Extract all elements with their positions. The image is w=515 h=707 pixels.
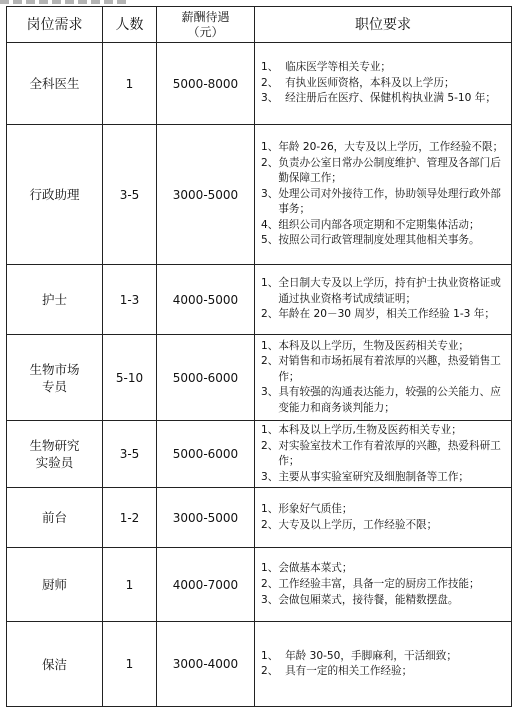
requirement-text: 具有一定的相关工作经验； — [285, 665, 413, 678]
requirement-text: 有执业医师资格，本科及以上学历； — [285, 76, 455, 89]
headcount-cell: 5-10 — [103, 335, 157, 421]
position-name: 生物市场 专员 — [29, 361, 80, 394]
salary-cell: 3000-4000 — [157, 622, 255, 707]
requirements-cell — [255, 488, 512, 548]
requirement-number: 1、 — [261, 339, 279, 352]
requirement-text: 按照公司行政管理制度处理其他相关事务。 — [278, 234, 480, 247]
requirement-text: 工作经验丰富，具备一定的厨房工作技能； — [278, 578, 480, 591]
requirement-number: 3、 — [261, 593, 279, 606]
requirement-text: 会做包厢菜式，接待餐，能精数摆盘。 — [278, 593, 459, 606]
headcount-cell: 1 — [103, 43, 157, 125]
position-name: 全科医生 — [29, 76, 80, 91]
headcount-cell: 1-2 — [103, 488, 157, 548]
requirement-text: 主要从事实验室研究及细胞制备等工作； — [278, 470, 470, 483]
requirement-number: 1、 — [261, 61, 286, 74]
position-name: 行政助理 — [29, 187, 80, 202]
position-name: 护士 — [41, 292, 67, 307]
position-cell — [7, 488, 103, 548]
requirement-text: 临床医学等相关专业； — [285, 61, 392, 74]
requirement-text: 大专及以上学历，工作经验不限； — [278, 518, 438, 531]
requirement-item — [261, 218, 507, 234]
requirement-text: 处理公司对外接待工作，协助领导处理行政外部事务； — [278, 187, 501, 216]
position-cell — [7, 548, 103, 622]
requirement-item — [261, 307, 507, 323]
position-cell — [7, 622, 103, 707]
requirement-item — [261, 561, 507, 577]
requirement-text: 组织公司内部各项定期和不定期集体活动； — [278, 218, 480, 231]
requirement-item — [261, 649, 507, 665]
requirement-text: 年龄在 20－30 周岁，相关工作经验 1-3 年； — [278, 308, 495, 321]
position-cell — [7, 125, 103, 265]
requirement-item — [261, 518, 507, 534]
headcount-cell: 3-5 — [103, 125, 157, 265]
requirement-text: 本科及以上学历,生物及医药相关专业； — [278, 424, 462, 436]
table-row — [7, 43, 512, 125]
requirements-cell — [255, 335, 512, 421]
table-row — [7, 265, 512, 335]
headcount-cell: 1-3 — [103, 265, 157, 335]
requirement-text: 对销售和市场拓展有着浓厚的兴趣，热爱销售工作； — [278, 355, 501, 383]
requirement-item — [261, 664, 507, 680]
requirement-number: 2、 — [261, 308, 279, 321]
requirement-number: 1、 — [261, 424, 279, 436]
table-row — [7, 125, 512, 265]
requirement-item — [261, 140, 507, 156]
requirement-text: 全日制大专及以上学历，持有护士执业资格证或通过执业资格考试成绩证明； — [278, 277, 501, 305]
top-edge-artifact — [0, 0, 130, 4]
requirement-number: 1、 — [261, 503, 279, 516]
table-row — [7, 548, 512, 622]
requirement-item — [261, 276, 507, 307]
requirement-number: 2、 — [261, 355, 279, 368]
requirement-item — [261, 470, 507, 486]
requirement-number: 2、 — [261, 439, 279, 452]
requirement-number: 2、 — [261, 76, 286, 89]
requirement-number: 1、 — [261, 649, 286, 662]
table-row — [7, 335, 512, 421]
requirement-item — [261, 187, 507, 218]
header-salary — [157, 7, 255, 43]
position-name: 前台 — [41, 510, 67, 526]
requirement-text: 年龄 20-26，大专及以上学历，工作经验不限； — [278, 140, 504, 153]
salary-cell: 4000-7000 — [157, 548, 255, 622]
requirement-item — [261, 439, 507, 470]
job-requirements-table — [6, 6, 512, 707]
table-body — [7, 43, 512, 707]
requirement-item — [261, 339, 507, 355]
requirement-number: 2、 — [261, 156, 279, 169]
requirement-item — [261, 423, 507, 439]
requirement-item — [261, 354, 507, 385]
requirement-text: 经注册后在医疗、保健机构执业满 5-10 年； — [285, 92, 496, 105]
requirement-item — [261, 233, 507, 249]
requirement-number: 3、 — [261, 187, 279, 200]
salary-cell: 3000-5000 — [157, 125, 255, 265]
requirement-number: 1、 — [261, 140, 279, 153]
salary-cell: 5000-6000 — [157, 421, 255, 488]
position-cell — [7, 335, 103, 421]
requirement-number: 3、 — [261, 386, 279, 399]
headcount-cell: 3-5 — [103, 421, 157, 488]
requirement-item — [261, 593, 507, 609]
position-cell — [7, 265, 103, 335]
position-cell — [7, 43, 103, 125]
requirement-text: 年龄 30-50，手脚麻利，干活细致； — [285, 649, 457, 662]
requirement-item — [261, 76, 507, 92]
header-position: 岗位需求 — [7, 7, 103, 43]
salary-cell: 5000-6000 — [157, 335, 255, 421]
requirement-number: 4、 — [261, 218, 279, 231]
header-requirements: 职位要求 — [255, 7, 512, 43]
table-row — [7, 488, 512, 548]
position-name: 保洁 — [41, 656, 67, 672]
requirement-number: 2、 — [261, 578, 279, 591]
requirements-cell — [255, 421, 512, 488]
requirement-item — [261, 385, 507, 416]
requirement-number: 3、 — [261, 92, 286, 105]
table-row — [7, 622, 512, 707]
requirement-number: 2、 — [261, 665, 286, 678]
requirement-number: 5、 — [261, 234, 279, 247]
requirement-text: 对实验室技术工作有着浓厚的兴趣，热爱科研工作； — [278, 439, 501, 468]
header-row — [7, 7, 512, 43]
header-headcount: 人数 — [103, 7, 157, 43]
requirement-number: 1、 — [261, 562, 279, 575]
requirements-cell — [255, 622, 512, 707]
requirement-text: 会做基本菜式； — [278, 562, 353, 575]
requirements-cell — [255, 125, 512, 265]
requirement-number: 1、 — [261, 277, 279, 290]
salary-cell: 5000-8000 — [157, 43, 255, 125]
requirement-item — [261, 577, 507, 593]
requirement-text: 形象好气质佳； — [278, 503, 353, 516]
requirement-item — [261, 91, 507, 107]
position-name: 厨师 — [41, 577, 67, 593]
header-salary-text: 薪酬待遇 （元） — [181, 9, 230, 39]
position-name: 生物研究 实验员 — [29, 438, 80, 471]
position-cell — [7, 421, 103, 488]
requirement-number: 2、 — [261, 518, 279, 531]
requirements-cell — [255, 265, 512, 335]
requirements-cell — [255, 43, 512, 125]
headcount-cell: 1 — [103, 548, 157, 622]
headcount-cell: 1 — [103, 622, 157, 707]
requirement-text: 具有较强的沟通表达能力，较强的公关能力、应变能力和商务谈判能力； — [278, 386, 501, 414]
requirement-text: 本科及以上学历，生物及医药相关专业； — [278, 339, 470, 352]
salary-cell: 3000-5000 — [157, 488, 255, 548]
requirement-item — [261, 502, 507, 518]
requirement-item — [261, 60, 507, 76]
requirement-text: 负责办公室日常办公制度维护、管理及各部门后勤保障工作； — [278, 156, 501, 185]
requirement-number: 3、 — [261, 470, 279, 483]
requirement-item — [261, 156, 507, 187]
table-row — [7, 421, 512, 488]
requirements-cell — [255, 548, 512, 622]
salary-cell: 4000-5000 — [157, 265, 255, 335]
